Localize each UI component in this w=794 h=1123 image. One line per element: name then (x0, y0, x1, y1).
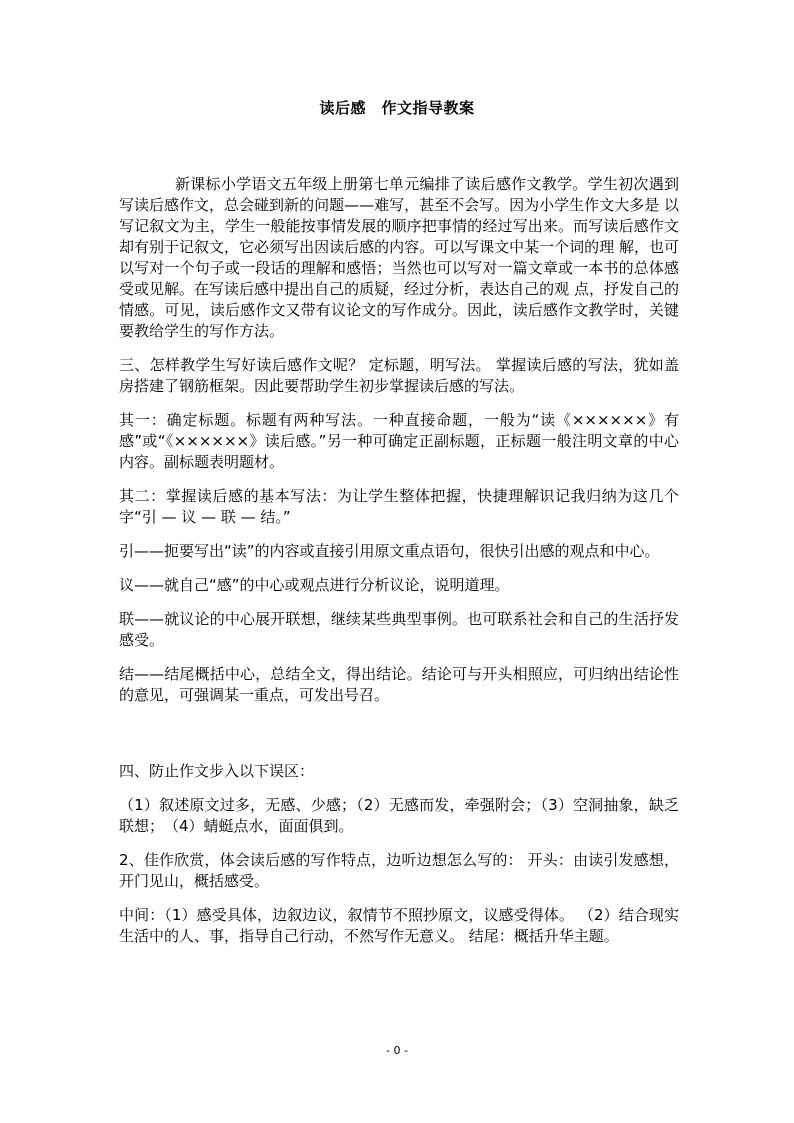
section-four-heading: 四、防止作文步入以下误区： (119, 762, 315, 780)
title-method-paragraph: 其一：确定标题。标题有两种写法。一种直接命题，一般为“读《××××××》有感”或“《××××××》读后感。”另一种可确定正副标题，正标题一般注明文章的中心内容。副标题表明题材。 (119, 411, 679, 471)
page-number: - 0 - (386, 1044, 408, 1057)
lian-paragraph: 联——就议论的中心展开联想，继续某些典型事例。也可联系社会和自己的生活抒发感受。 (119, 610, 679, 649)
mistakes-paragraph: （1）叙述原文过多，无感、少感；（2）无感而发，牵强附会；（3）空洞抽象，缺乏联想； （4）蜻蜓点水，面面俱到。 (119, 796, 679, 835)
intro-paragraph: 新课标小学语文五年级上册第七单元编排了读后感作文教学。学生初次遇到写读后感作文，总会碰到新的问题——难写，甚至不会写。因为小学生作文大多是 以写记叙文为主，学生一般能按事情发展的顺序把事情的经过写出来。而写读后感作文却有别于记叙文，它必须写出因读后感的内容。可以写课文中某一个词的理 解，也可以写对一个句子或一段话的理解和感悟；当然也可以写对一篇文章或一本书的总体感受或见解。在写读后感中提出自己的质疑，经过分析，表达自己的观 点，抒发自己的情感。可见，读后感作文又带有议论文的写作成分。因此，读后感作文教学时，关键要教给学生的写作方法。 (119, 175, 679, 340)
jie-paragraph: 结——结尾概括中心，总结全文，得出结论。结论可与开头相照应，可归纳出结论性的意见，可强调某一重点，可发出号召。 (119, 665, 679, 704)
section-three-paragraph: 三、怎样教学生写好读后感作文呢？ 定标题，明写法。 掌握读后感的写法，犹如盖房搭建了钢筋框架。因此要帮助学生初步掌握读后感的写法。 (119, 356, 679, 395)
basic-method-paragraph: 其二：掌握读后感的基本写法：为让学生整体把握，快捷理解识记我归纳为这几个字“引 — 议 — 联 — 结。” (119, 487, 679, 526)
section-spacer (119, 719, 679, 761)
yin-paragraph: 引——扼要写出“读”的内容或直接引用原文重点语句，很快引出感的观点和中心。 (119, 542, 660, 560)
middle-ending-paragraph: 中间：（1）感受具体，边叙边议，叙情节不照抄原文，议感受得体。 （2）结合现实生活中的人、事，指导自己行动，不然写作无意义。 结尾：概括升华主题。 (119, 906, 679, 945)
document-title: 读后感 作文指导教案 (319, 99, 475, 117)
yi-paragraph: 议——就自己“感”的中心或观点进行分析议论，说明道理。 (119, 576, 510, 594)
document-body (119, 174, 679, 960)
appreciation-paragraph: 2、佳作欣赏，体会读后感的写作特点，边听边想怎么写的： 开头：由读引发感想，开门见山，概括感受。 (119, 851, 679, 890)
